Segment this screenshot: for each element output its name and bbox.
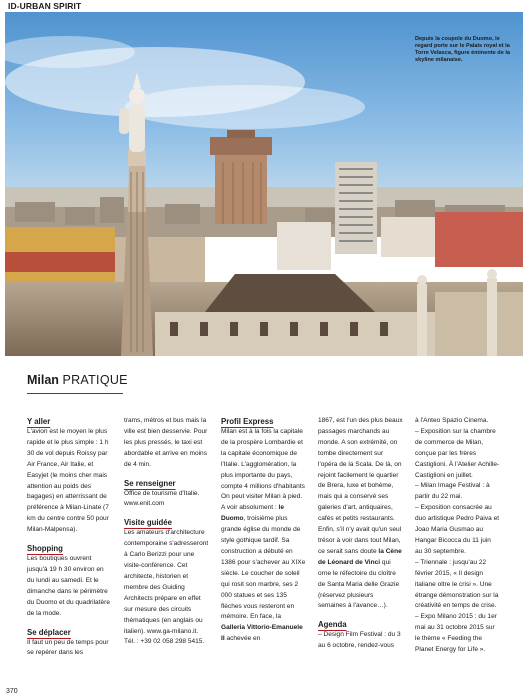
- profil-cont-text-2: qui orne le réfectoire du cloître de Santa Maria delle Grazie (réservez plusieurs semaines à l'avance…).: [318, 558, 400, 610]
- column-1: [27, 416, 112, 666]
- profil-text-2: , troisième plus grande église du monde de style gothique tardif. Sa construction a débuté en 1386 pour s'achever au XIXe siècle. Le coucher de soleil qui rosit son marbre, ses 2 000 statues et ses 135 flèches vous resteront en mémoire. En face, la: [221, 515, 306, 621]
- paragraph-se-deplacer: Il faut un peu de temps pour se repérer dans les: [27, 638, 109, 657]
- heading-visite-guidee: Visite guidée: [124, 518, 172, 528]
- column-4: [318, 416, 403, 659]
- heading-y-aller: Y aller: [27, 417, 51, 426]
- paragraph-se-renseigner: Office de tourisme d'Italie. www.enit.com: [124, 489, 200, 508]
- profil-galleria: Galleria Vittorio-Emanuele II: [221, 624, 303, 643]
- heading-shopping: Shopping: [27, 544, 63, 554]
- paragraph-visite-guidee: Les amateurs d'architecture contemporaine s'adresseront à Carlo Berizzi pour une visite-conférence. Cet architecte, historien et membre des Guiding Architects prépare en effet sur mesure des circuits thématiques (en anglais ou italien). www.ga-milano.it. Tél. : +39 02 058 298 5415.: [124, 529, 209, 646]
- heading-se-deplacer: Se déplacer: [27, 627, 71, 637]
- agenda-item-anteo: à l'Anteo Spazio Cinema.: [415, 417, 489, 424]
- column-2: [124, 416, 209, 655]
- section-title-subtitle: PRATIQUE: [62, 373, 128, 387]
- paragraph-agenda: – Design Film Festival : du 3 au 6 octobre, rendez-vous: [318, 631, 401, 650]
- magazine-runner: ID-URBAN SPIRIT: [8, 1, 82, 11]
- agenda-item-image-festival: – Milan Image Festival : à partir du 22 mai.: [415, 482, 490, 501]
- column-5: [415, 416, 500, 656]
- heading-se-renseigner: Se renseigner: [124, 478, 176, 488]
- paragraph-profil-express: [221, 427, 306, 645]
- column-3: [221, 416, 306, 652]
- heading-agenda: Agenda: [318, 620, 347, 630]
- profil-cene: la Cène de Léonard de Vinci: [318, 547, 402, 566]
- paragraph-shopping: Les boutiques ouvrent jusqu'à 19 h 30 environ en du lundi au samedi. Et le dimanche dans le périmètre du Duomo et du quadrilatère de la mode.: [27, 555, 110, 617]
- heading-profil-express: Profil Express: [221, 417, 274, 426]
- agenda-item-paiva-gusmao: – Exposition consacrée au duo artistique Pedro Paiva et Joao Maria Gusmao au Hangar Bicocca du 11 juin au 30 septembre.: [415, 504, 500, 555]
- paragraph-se-deplacer-cont: trams, métros et bus mais la ville est bien desservie. Pour les plus pressés, le taxi est abordable et arrive en moins de 4 min.: [124, 417, 208, 468]
- profil-duomo: le Duomo: [221, 504, 284, 523]
- paragraph-y-aller: L'avion est le moyen le plus rapide et le plus simple : 1 h 30 de vol depuis Roissy par Air France, Air Italie, et Easyjet (le moins cher mais attention au poids des bagages) en atterrissant de préférence à Milan-Linate (7 km du centre contre 50 pour Milan-Malpensa).: [27, 428, 109, 534]
- profil-text-1: Milan est à la fois la capitale de la prospère Lombardie et la capitale économique de l'Italie. L'agglomération, la plus importante du pays, compte 4 millions d'habitants On peut visiter Milan à pied. A voir absolument :: [221, 428, 305, 512]
- agenda-item-chambre: – Exposition sur la chambre de commerce de Milan, conçue par les frères Castiglioni. À l'Atelier Achille-Castiglioni en juillet.: [415, 427, 500, 479]
- profil-text-3: achevée en: [226, 635, 261, 643]
- profil-cont-text-1: 1867, est l'un des plus beaux passages marchands au monde. A son extrémité, on tombe directement sur l'opéra de la Scala. De là, on rejoint facilement le quartier de Brera, luxe et bohème, mais qui a conservé ses galeries d'art, antiquaires, cafés et petits restaurants. Enfin, s'il n'y avait qu'un seul trésor à voir dans tout Milan, ce serait sans doute: [318, 417, 403, 555]
- photo-caption: Depuis la coupole du Duomo, le regard porte sur le Palais royal et la Torre Velasca, figure éminente de la skyline milanaise.: [415, 36, 511, 63]
- page-number: 370: [6, 688, 18, 695]
- section-title-city: Milan: [27, 373, 59, 387]
- agenda-item-triennale: – Triennale : jusqu'au 22 février 2015, « Il design italiane oltre le crisi ». Une étrange démonstration sur la créativité en temps de crise.: [415, 558, 499, 610]
- paragraph-profil-cont: [318, 416, 403, 612]
- section-title: [27, 373, 128, 387]
- agenda-item-expo-2015: – Expo Milano 2015 : du 1er mai au 31 octobre 2015 sur le thème « Feeding the Planet Energy for Life ».: [415, 613, 497, 654]
- section-title-rule: [27, 393, 123, 394]
